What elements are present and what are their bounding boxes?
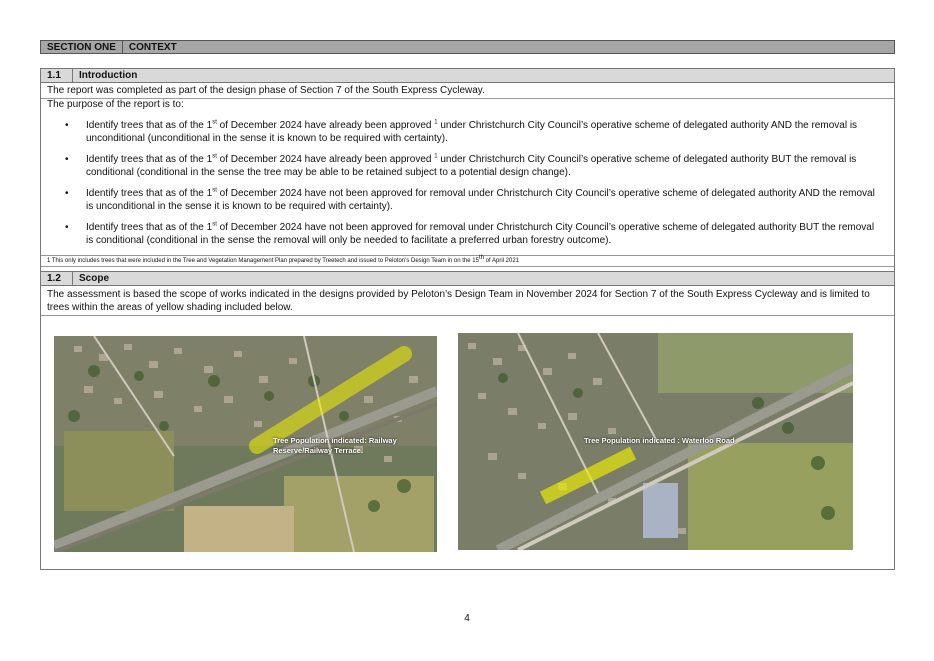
scope-title: Scope [79,273,110,284]
purpose-item: • Identify trees that as of the 1st of December 2024 have already been approved $^1$ under Christchurch City Council’s operative scheme of delegated authority AND the removal is unconditional (unconditional in the sense it is known to be required with certainty). [65,119,858,144]
section-header [40,40,895,54]
map-label-waterloo: Tree Population indicated : Waterloo Road [584,436,735,445]
map-label-railway-2: Reserve/Railway Terrace. [273,446,363,455]
map-label-railway-1: Tree Population indicated: Railway [273,436,397,445]
purpose-item: • Identify trees that as of the 1st of December 2024 have not been approved for removal under Christchurch City Council’s operative scheme of delegated authority AND the removal is unconditional in the sense it is known to be required with certainty). [65,187,875,212]
section-title: CONTEXT [128,41,177,53]
intro-header [41,69,894,83]
purpose-item: • Identify trees that as of the 1st of December 2024 have not been approved for removal under Christchurch City Council’s operative scheme of delegated authority BUT the removal is conditional (conditional in the sense the removal will only be needed to facilitate a preferred urban forestry outcome). [65,221,875,246]
intro-title: Introduction [79,70,138,81]
page-number: 4 [464,613,470,624]
bullet-icon: • [65,154,69,165]
scope-number: 1.2 [41,272,73,285]
scope-header [41,271,894,286]
bullet-icon: • [65,222,69,233]
section-number: SECTION ONE [41,41,123,53]
scope-text: The assessment is based the scope of works indicated in the designs provided by Peloton’s Design Team in November 2024 for Section 7 of the South Express Cycleway and is limited to trees within the areas of yellow shading included below. [41,287,894,316]
intro-number: 1.1 [41,69,73,82]
intro-line-1: The report was completed as part of the design phase of Section 7 of the South Express Cycleway. [41,84,894,99]
bullet-icon: • [65,188,69,199]
bullet-icon: • [65,120,69,131]
intro-line-2: The purpose of the report is to: [47,99,184,110]
purpose-list [41,119,894,255]
content-frame [40,68,895,570]
aerial-map-waterloo [458,333,853,550]
purpose-item: • Identify trees that as of the 1st of December 2024 have already been approved $^1$ under Christchurch City Council’s operative scheme of delegated authority BUT the removal is conditional (conditional in the sense the tree may be able to be retained subject to a potential design change). [65,153,857,178]
aerial-map-railway [54,336,437,552]
footnote: 1 This only includes trees that were included in the Tree and Vegetation Management Plan prepared by Treetech and issued to Peloton’s Design Team in on the 15th of April 2021 [41,255,894,267]
